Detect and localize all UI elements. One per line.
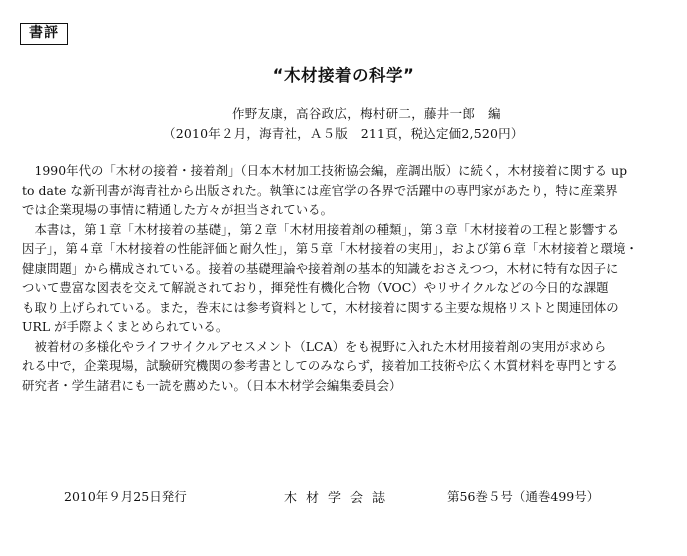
review-badge: 書評 xyxy=(20,23,68,45)
review-body xyxy=(22,161,670,395)
body-line: も取り上げられている。また，巻末には参考資料として，木材接着に関する主要な規格リストと関連団体の xyxy=(22,299,619,315)
body-line: 1990年代の「木材の接着・接着剤」（日本木材加工技術協会編，産調出版）に続く，木材接着に関する up xyxy=(22,163,628,178)
body-line: to date な新刊書が海青社から出版された。執筆には産官学の各界で活躍中の専門家があたり，特に産業界 xyxy=(22,182,618,198)
body-line: ついて豊富な図表を交えて解説されており，揮発性有機化合物（VOC）やリサイクルなどの今日的な課題 xyxy=(22,280,609,295)
book-authors: 作野友康，高谷政広，梅村研二，藤井一郎 編 xyxy=(232,106,501,121)
issue-date: 2010年９月25日発行 xyxy=(64,489,187,504)
body-line: れる中で，企業現場，試験研究機関の参考書としてのみならず，接着加工技術や広く木質材料を専門とする xyxy=(22,358,618,373)
body-line: URL が手際よくまとめられている。 xyxy=(22,319,229,334)
issue-number: 第56巻５号（通巻499号） xyxy=(447,489,600,504)
body-line: 研究者・学生諸君にも一読を薦めたい。（日本木材学会編集委員会） xyxy=(22,377,402,393)
publication-info: （2010年２月，海青社，Ａ５版 211頁，税込定価2,520円） xyxy=(163,126,524,141)
book-title: “木材接着の科学” xyxy=(272,66,415,85)
body-line: 健康問題」から構成されている。接着の基礎理論や接着剤の基本的知識をおさえつつ，木材に特有な因子に xyxy=(22,260,619,276)
body-line: 因子」，第４章「木材接着の性能評価と耐久性」，第５章「木材接着の実用」，および第６章「木材接着と環境・ xyxy=(22,241,638,256)
body-line: 被着材の多様化やライフサイクルアセスメント（LCA）をも視野に入れた木材用接着剤の実用が求めら xyxy=(22,338,607,354)
body-line: では企業現場の事情に精通した方々が担当されている。 xyxy=(22,202,334,217)
journal-name: 木材学会誌 xyxy=(284,491,395,506)
body-line: 本書は，第１章「木材接着の基礎」，第２章「木材用接着剤の種類」，第３章「木材接着の工程と影響する xyxy=(22,221,620,237)
